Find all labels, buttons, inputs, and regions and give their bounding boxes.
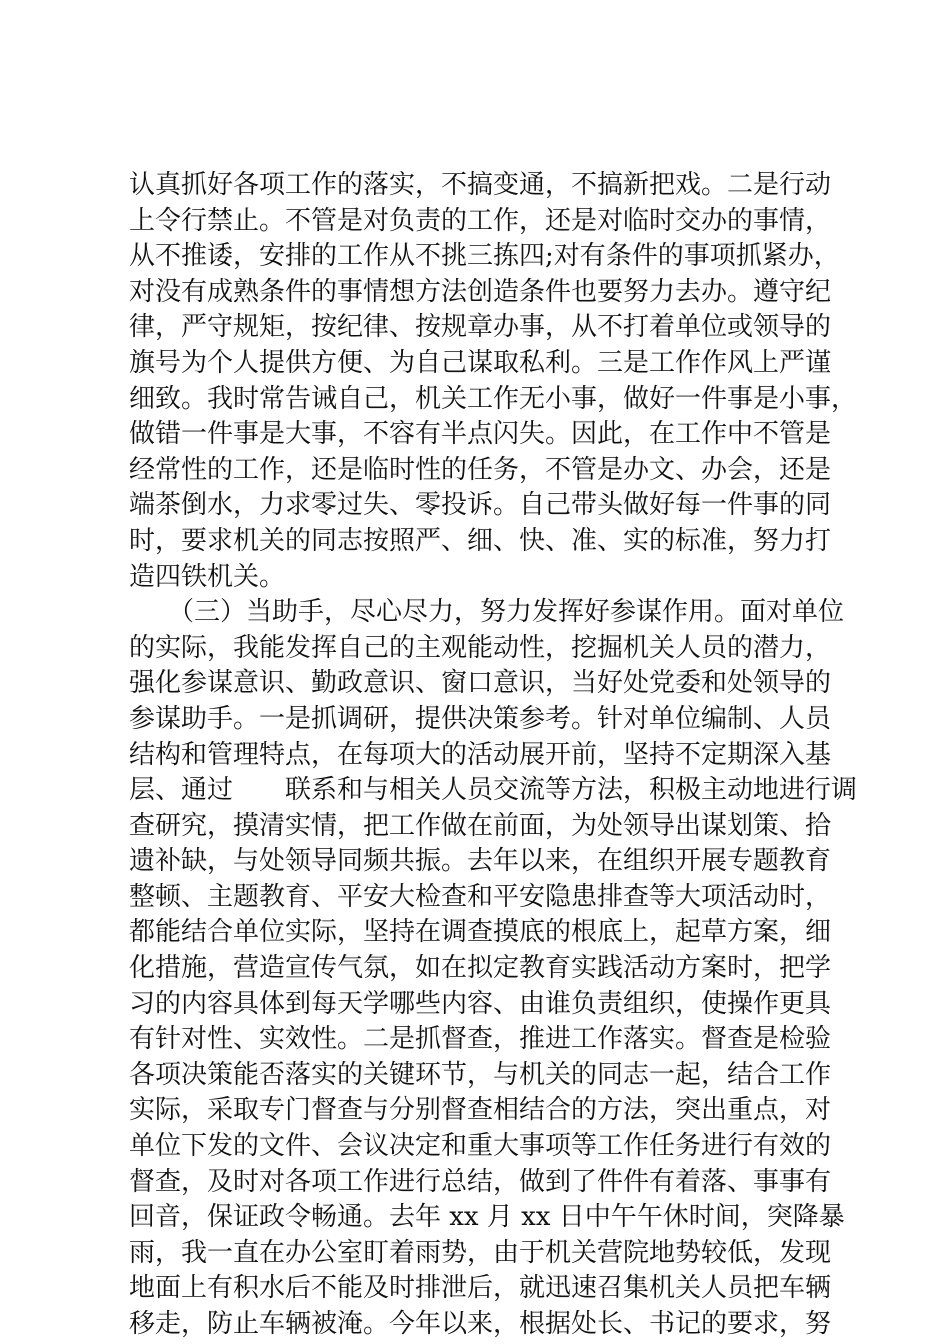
text-line: 整顿、主题教育、平安大检查和平安隐患排查等大项活动时， bbox=[129, 881, 832, 912]
text-line: 有针对性、实效性。二是抓督查，推进工作落实。督查是检验 bbox=[129, 1024, 832, 1055]
text-line: 律，严守规矩，按纪律、按规章办事，从不打着单位或领导的 bbox=[129, 312, 832, 343]
document-body bbox=[129, 168, 858, 1343]
text-line: 认真抓好各项工作的落实，不搞变通，不搞新把戏。二是行动 bbox=[129, 170, 832, 200]
text-line: 强化参谋意识、勤政意识、窗口意识，当好处党委和处领导的 bbox=[129, 668, 832, 699]
text-line: 单位下发的文件、会议决定和重大事项等工作任务进行有效的 bbox=[129, 1131, 832, 1162]
text-line: 回音，保证政令畅通。去年 xx 月 xx 日中午午休时间，突降暴 bbox=[129, 1202, 845, 1233]
text-line: 参谋助手。一是抓调研，提供决策参考。针对单位编制、人员 bbox=[129, 703, 832, 734]
text-line: 端茶倒水，力求零过失、零投诉。自己带头做好每一件事的同 bbox=[129, 490, 832, 521]
text-line: 的实际，我能发挥自己的主观能动性，挖掘机关人员的潜力， bbox=[129, 632, 832, 663]
text-line: 经常性的工作，还是临时性的任务，不管是办文、办会，还是 bbox=[129, 454, 832, 485]
text-line: 查研究，摸清实情，把工作做在前面，为处领导出谋划策、拾 bbox=[129, 810, 832, 841]
paragraph-start-line: （三）当助手，尽心尽力，努力发挥好参谋作用。面对单位 bbox=[129, 597, 845, 628]
text-line: 层、通过 联系和与相关人员交流等方法，积极主动地进行调 bbox=[129, 775, 858, 806]
text-line: 上令行禁止。不管是对负责的工作，还是对临时交办的事情， bbox=[129, 205, 832, 236]
text-line: 结构和管理特点，在每项大的活动展开前，坚持不定期深入基 bbox=[129, 739, 832, 770]
text-line: 雨，我一直在办公室盯着雨势，由于机关营院地势较低，发现 bbox=[129, 1237, 832, 1268]
text-line: 化措施，营造宣传气氛，如在拟定教育实践活动方案时，把学 bbox=[129, 953, 832, 984]
text-line: 遗补缺，与处领导同频共振。去年以来，在组织开展专题教育 bbox=[129, 846, 832, 877]
text-line: 旗号为个人提供方便、为自己谋取私利。三是工作作风上严谨 bbox=[129, 347, 832, 378]
text-line: 习的内容具体到每天学哪些内容、由谁负责组织，使操作更具 bbox=[129, 988, 832, 1019]
text-line: 移走，防止车辆被淹。今年以来，根据处长、书记的要求，努 bbox=[129, 1309, 832, 1339]
text-line: 督查，及时对各项工作进行总结，做到了件件有着落、事事有 bbox=[129, 1166, 832, 1197]
text-line: 做错一件事是大事，不容有半点闪失。因此，在工作中不管是 bbox=[129, 419, 832, 450]
text-line: 细致。我时常告诫自己，机关工作无小事，做好一件事是小事， bbox=[129, 383, 858, 414]
text-line: 实际，采取专门督查与分别督查相结合的方法，突出重点，对 bbox=[129, 1095, 832, 1126]
text-line: 对没有成熟条件的事情想方法创造条件也要努力去办。遵守纪 bbox=[129, 276, 832, 307]
text-line: 时，要求机关的同志按照严、细、快、准、实的标准，努力打 bbox=[129, 525, 832, 556]
text-line: 地面上有积水后不能及时排泄后，就迅速召集机关人员把车辆 bbox=[129, 1273, 832, 1304]
text-line: 从不推诿，安排的工作从不挑三拣四;对有条件的事项抓紧办， bbox=[129, 241, 840, 272]
text-line: 都能结合单位实际，坚持在调查摸底的根底上，起草方案，细 bbox=[129, 917, 832, 948]
text-line: 各项决策能否落实的关键环节，与机关的同志一起，结合工作 bbox=[129, 1059, 832, 1090]
paragraph-end-line: 造四铁机关。 bbox=[129, 561, 286, 592]
